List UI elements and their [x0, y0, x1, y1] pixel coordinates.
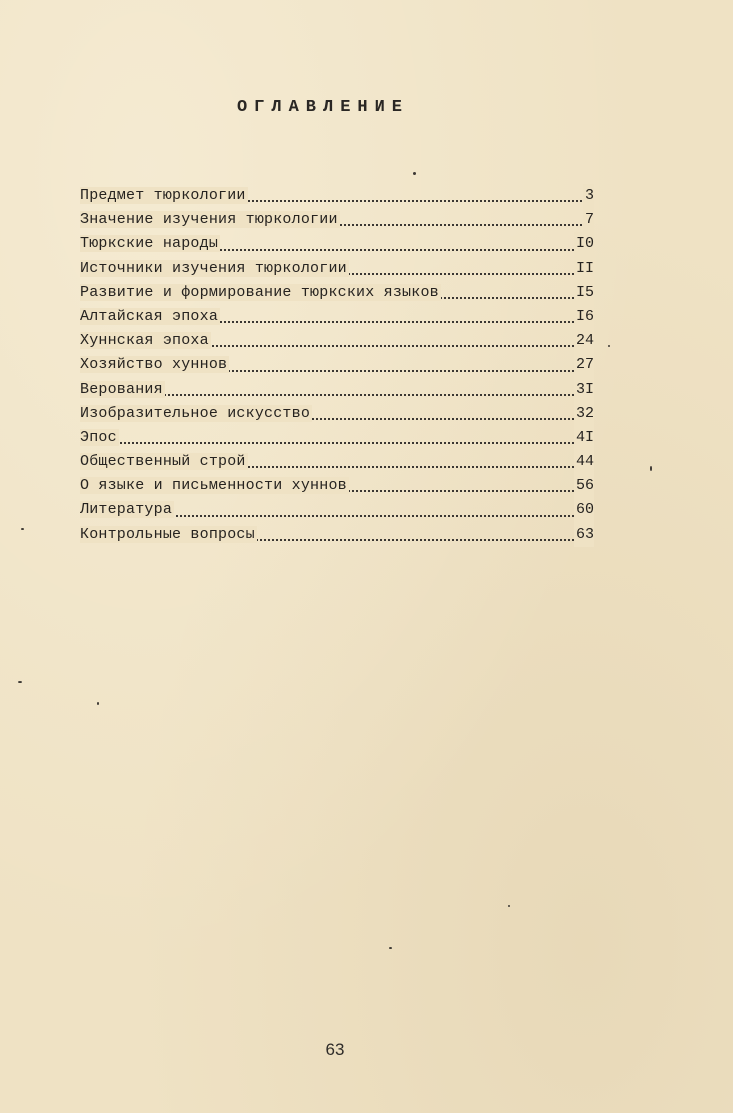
paper-speck [413, 172, 416, 175]
toc-entry-page: 3I [574, 378, 594, 402]
toc-list [80, 184, 594, 547]
toc-entry-title: Тюркские народы [80, 235, 219, 253]
toc-entry [80, 498, 594, 522]
toc-entry [80, 378, 594, 402]
dot-leader [80, 442, 594, 444]
toc-entry [80, 329, 594, 353]
toc-entry-page: I0 [574, 232, 594, 256]
toc-entry [80, 523, 594, 547]
toc-entry-page: I5 [574, 281, 594, 305]
toc-entry-title: Предмет тюркологии [80, 187, 246, 204]
toc-entry-page: I6 [574, 305, 594, 329]
toc-entry-page: 56 [574, 474, 594, 498]
toc-entry-page: 24 [574, 329, 594, 353]
toc-heading: ОГЛАВЛЕНИЕ [236, 98, 410, 117]
toc-entry [80, 402, 594, 426]
toc-entry-title: Литература [80, 501, 173, 519]
page-number: 63 [325, 1040, 345, 1059]
toc-entry-page: 44 [574, 450, 594, 474]
toc-entry-title: О языке и письменности хуннов [80, 477, 347, 495]
toc-entry-title: Изобразительное искусство [80, 404, 311, 422]
paper-speck [650, 466, 652, 471]
toc-entry-page: 4I [574, 426, 594, 450]
toc-entry-title: Общественный строй [80, 453, 246, 471]
paper-speck [18, 681, 22, 683]
toc-entry [80, 426, 594, 450]
toc-entry-page: 63 [574, 523, 594, 547]
toc-entry [80, 184, 594, 208]
toc-entry-title: Значение изучения тюркологии [80, 211, 338, 229]
toc-entry [80, 232, 594, 256]
toc-entry-title: Хуннская эпоха [80, 332, 209, 350]
toc-entry [80, 450, 594, 474]
toc-entry [80, 305, 594, 329]
toc-entry-title: Источники изучения тюркологии [80, 259, 347, 277]
toc-entry-title: Алтайская эпоха [80, 307, 219, 325]
toc-entry [80, 257, 594, 281]
paper-speck [21, 528, 24, 530]
toc-entry-page: 27 [574, 353, 594, 377]
toc-entry-page: II [574, 257, 594, 281]
paper-speck [508, 905, 510, 907]
toc-entry-title: Контрольные вопросы [80, 525, 255, 543]
toc-entry-page: 60 [574, 498, 594, 522]
toc-entry [80, 474, 594, 498]
toc-entry [80, 208, 594, 232]
paper-speck [608, 345, 610, 347]
paper-speck [97, 702, 99, 705]
toc-entry-title: Верования [80, 380, 163, 398]
paper-speck [389, 947, 392, 949]
toc-entry-page: 7 [583, 208, 594, 232]
toc-entry-page: 3 [583, 184, 594, 208]
toc-entry-page: 32 [574, 402, 594, 426]
toc-entry-title: Эпос [80, 428, 117, 446]
toc-entry-title: Развитие и формирование тюркских языков [80, 283, 439, 301]
toc-entry [80, 281, 594, 305]
toc-entry [80, 353, 594, 377]
toc-entry-title: Хозяйство хуннов [80, 356, 228, 374]
